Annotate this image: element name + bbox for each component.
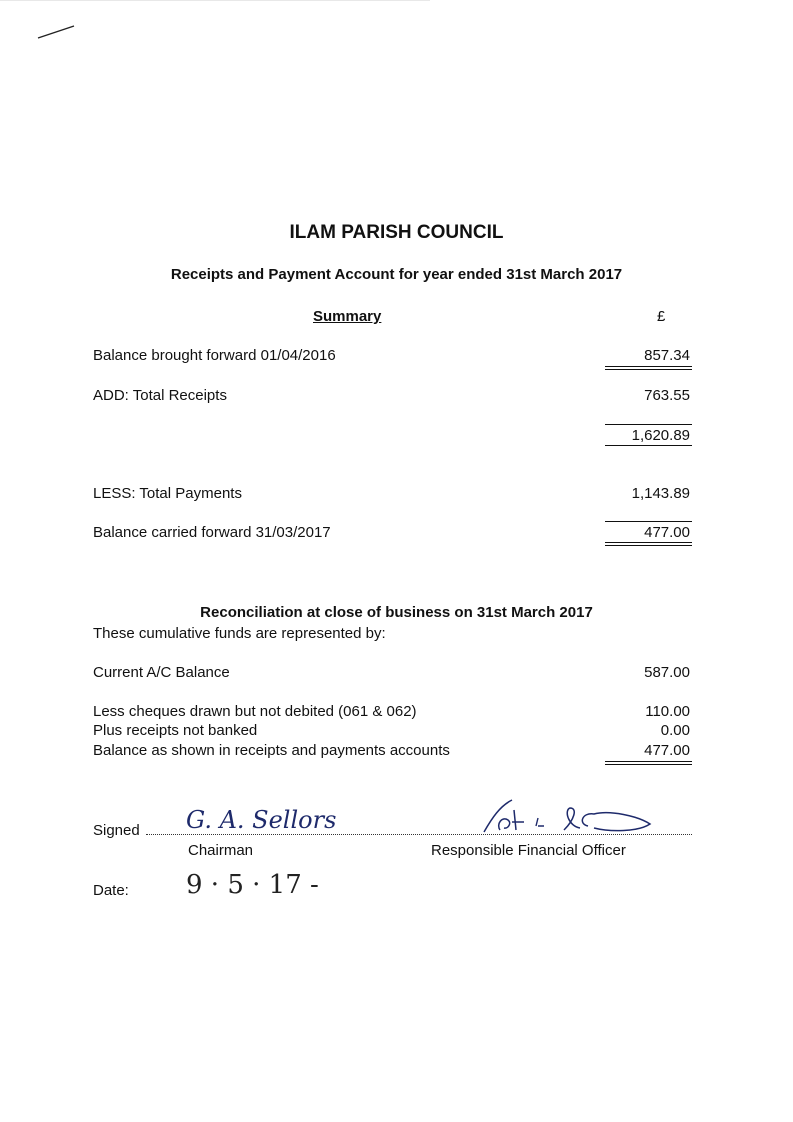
summary-label-carried-forward: Balance carried forward 31/03/2017 xyxy=(93,524,331,541)
double-underline xyxy=(605,366,692,370)
recon-label-balance: Balance as shown in receipts and payments accounts xyxy=(93,742,450,759)
recon-label-receipts-not-banked: Plus receipts not banked xyxy=(93,722,258,739)
recon-amount-current-balance: 587.00 xyxy=(644,664,690,681)
summary-amount-subtotal: 1,620.89 xyxy=(631,427,690,444)
summary-label-brought-forward: Balance brought forward 01/04/2016 xyxy=(93,347,336,364)
recon-amount-receipts-not-banked: 0.00 xyxy=(660,722,690,739)
recon-amount-cheques: 110.00 xyxy=(645,703,690,720)
double-underline xyxy=(605,542,692,546)
balance-top-rule xyxy=(605,521,692,522)
summary-amount-brought-forward: 857.34 xyxy=(644,347,690,364)
currency-symbol: £ xyxy=(657,308,666,325)
signed-label: Signed xyxy=(93,822,140,839)
chairman-signature: G. A. Sellors xyxy=(186,806,337,834)
officer-signature xyxy=(478,796,663,842)
summary-amount-receipts: 763.55 xyxy=(644,387,690,404)
recon-label-cheques: Less cheques drawn but not debited (061 & 062) xyxy=(93,703,417,720)
summary-heading: Summary xyxy=(313,308,382,325)
double-underline xyxy=(605,761,692,765)
scan-edge-line xyxy=(0,0,430,1)
reconciliation-intro: These cumulative funds are represented by: xyxy=(93,625,386,642)
summary-label-receipts: ADD: Total Receipts xyxy=(93,387,227,404)
pen-mark xyxy=(36,22,76,42)
recon-amount-balance: 477.00 xyxy=(644,742,690,759)
account-subtitle: Receipts and Payment Account for year ended 31st March 2017 xyxy=(170,266,623,283)
subtotal-bottom-rule xyxy=(605,445,692,446)
chairman-role: Chairman xyxy=(188,842,254,859)
recon-label-current-balance: Current A/C Balance xyxy=(93,664,230,681)
handwritten-date: 9 · 5 · 17 - xyxy=(186,870,319,900)
officer-role: Responsible Financial Officer xyxy=(431,842,626,859)
reconciliation-heading: Reconciliation at close of business on 31st March 2017 xyxy=(200,604,593,621)
summary-label-payments: LESS: Total Payments xyxy=(93,485,242,502)
subtotal-top-rule xyxy=(605,424,692,425)
summary-amount-carried-forward: 477.00 xyxy=(644,524,690,541)
summary-amount-payments: 1,143.89 xyxy=(631,485,690,502)
date-label: Date: xyxy=(93,882,129,899)
council-title: ILAM PARISH COUNCIL xyxy=(289,222,504,243)
